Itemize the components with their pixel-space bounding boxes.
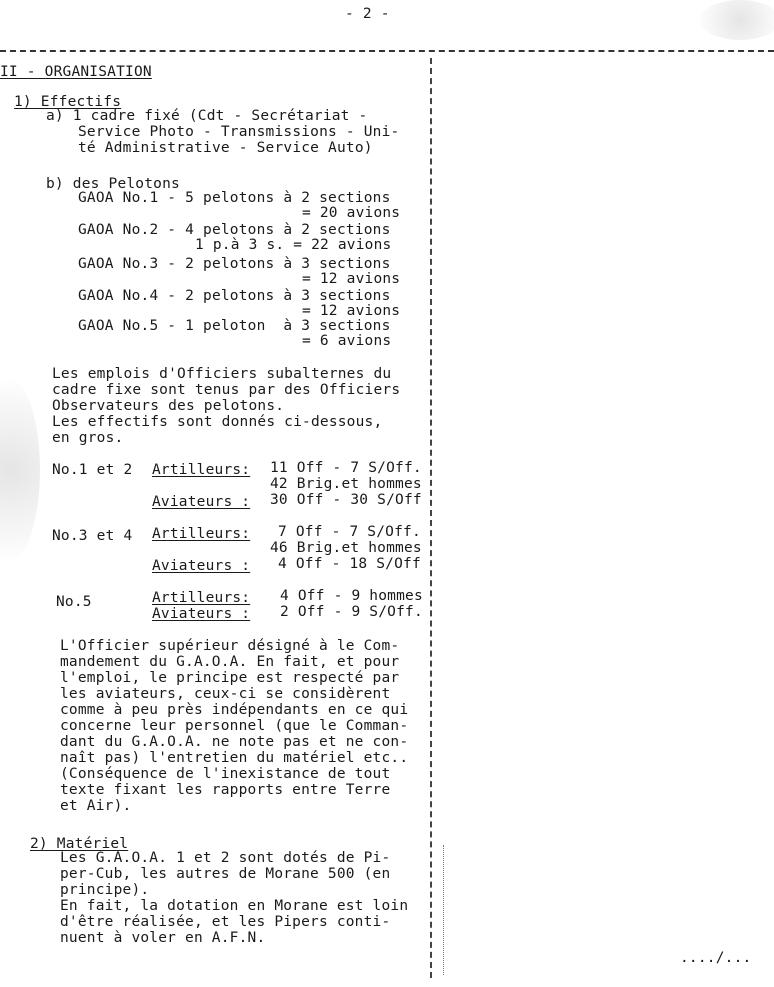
effectif-value: 30 Off - 30 S/Off [270,492,422,508]
group-label: No.5 [56,594,92,610]
cadre-line3: té Administrative - Service Auto) [78,140,373,156]
paragraph-line: en gros. [52,430,124,446]
vertical-dashed-rule [430,58,432,978]
paragraph-line: l'emploi, le principe est respecté par [60,670,400,686]
gaoa-total: = 20 avions [302,205,401,221]
effectif-value: 46 Brig.et hommes [270,540,422,556]
paragraph-line: les aviateurs, ceux-ci se considèrent [60,686,391,702]
role-label: Artilleurs: [152,462,251,478]
paragraph-line: Les effectifs sont donnés ci-dessous, [52,414,383,430]
section1-title: 1) Effectifs [14,94,122,110]
paper-smudge [700,0,774,40]
paragraph-line: dant du G.A.O.A. ne note pas et ne con- [60,734,409,750]
gaoa-total: = 6 avions [302,333,392,349]
role-label: Aviateurs : [152,558,251,574]
cadre-line2: Service Photo - Transmissions - Uni- [78,124,400,140]
paragraph-line: comme à peu près indépendants en ce qui [60,702,409,718]
page-number: - 2 - [345,6,390,22]
paragraph-line: Les G.A.O.A. 1 et 2 sont dotés de Pi- [60,850,391,866]
group-label: No.3 et 4 [52,528,133,544]
paragraph-line: Les emplois d'Officiers subalternes du [52,366,392,382]
paragraph-line: L'Officier supérieur désigné à le Com- [60,638,400,654]
gaoa-total: = 12 avions [302,271,401,287]
effectif-value: 4 Off - 18 S/Off [278,556,421,572]
effectif-value: 4 Off - 9 hommes [280,588,423,604]
gaoa-line: GAOA No.1 - 5 pelotons à 2 sections [78,190,391,206]
paragraph-line: nuent à voler en A.F.N. [60,930,266,946]
gaoa-line: GAOA No.2 - 4 pelotons à 2 sections [78,222,391,238]
paragraph-line: et Air). [60,798,132,814]
gaoa-line: GAOA No.3 - 2 pelotons à 3 sections [78,256,391,272]
paragraph-line: En fait, la dotation en Morane est loin [60,898,409,914]
paragraph-line: principe). [60,882,150,898]
paragraph-line: concerne leur personnel (que le Comman- [60,718,409,734]
paragraph-line: Observateurs des pelotons. [52,398,285,414]
gaoa-total: 1 p.à 3 s. = 22 avions [195,237,392,253]
gaoa-total: = 12 avions [302,303,401,319]
paragraph-line: naît pas) l'entretien du matériel etc.. [60,750,409,766]
gaoa-line: GAOA No.4 - 2 pelotons à 3 sections [78,288,391,304]
continuation-mark: ..../... [680,950,752,966]
paragraph-line: texte fixant les rapports entre Terre [60,782,391,798]
section2-title: 2) Matériel [30,836,129,852]
paragraph-line: per-Cub, les autres de Morane 500 (en [60,866,391,882]
paragraph-line: mandement du G.A.O.A. En fait, et pour [60,654,400,670]
paragraph-line: cadre fixe sont tenus par des Officiers [52,382,401,398]
role-label: Aviateurs : [152,606,251,622]
gaoa-line: GAOA No.5 - 1 peloton à 3 sections [78,318,391,334]
effectif-value: 2 Off - 9 S/Off. [280,604,423,620]
pelotons-title: b) des Pelotons [46,176,180,192]
vertical-dotted-rule [443,845,444,975]
effectif-value: 42 Brig.et hommes [270,476,422,492]
cadre-line1: a) 1 cadre fixé (Cdt - Secrétariat - [46,108,368,124]
paragraph-line: d'être réalisée, et les Pipers conti- [60,914,391,930]
paragraph-line: (Conséquence de l'inexistance de tout [60,766,391,782]
effectif-value: 11 Off - 7 S/Off. [270,460,422,476]
group-label: No.1 et 2 [52,462,133,478]
top-dashed-rule [0,50,774,52]
paper-smudge [0,380,40,560]
role-label: Artilleurs: [152,590,251,606]
role-label: Aviateurs : [152,494,251,510]
role-label: Artilleurs: [152,526,251,542]
effectif-value: 7 Off - 7 S/Off. [278,524,421,540]
section-heading: II - ORGANISATION [0,64,152,80]
